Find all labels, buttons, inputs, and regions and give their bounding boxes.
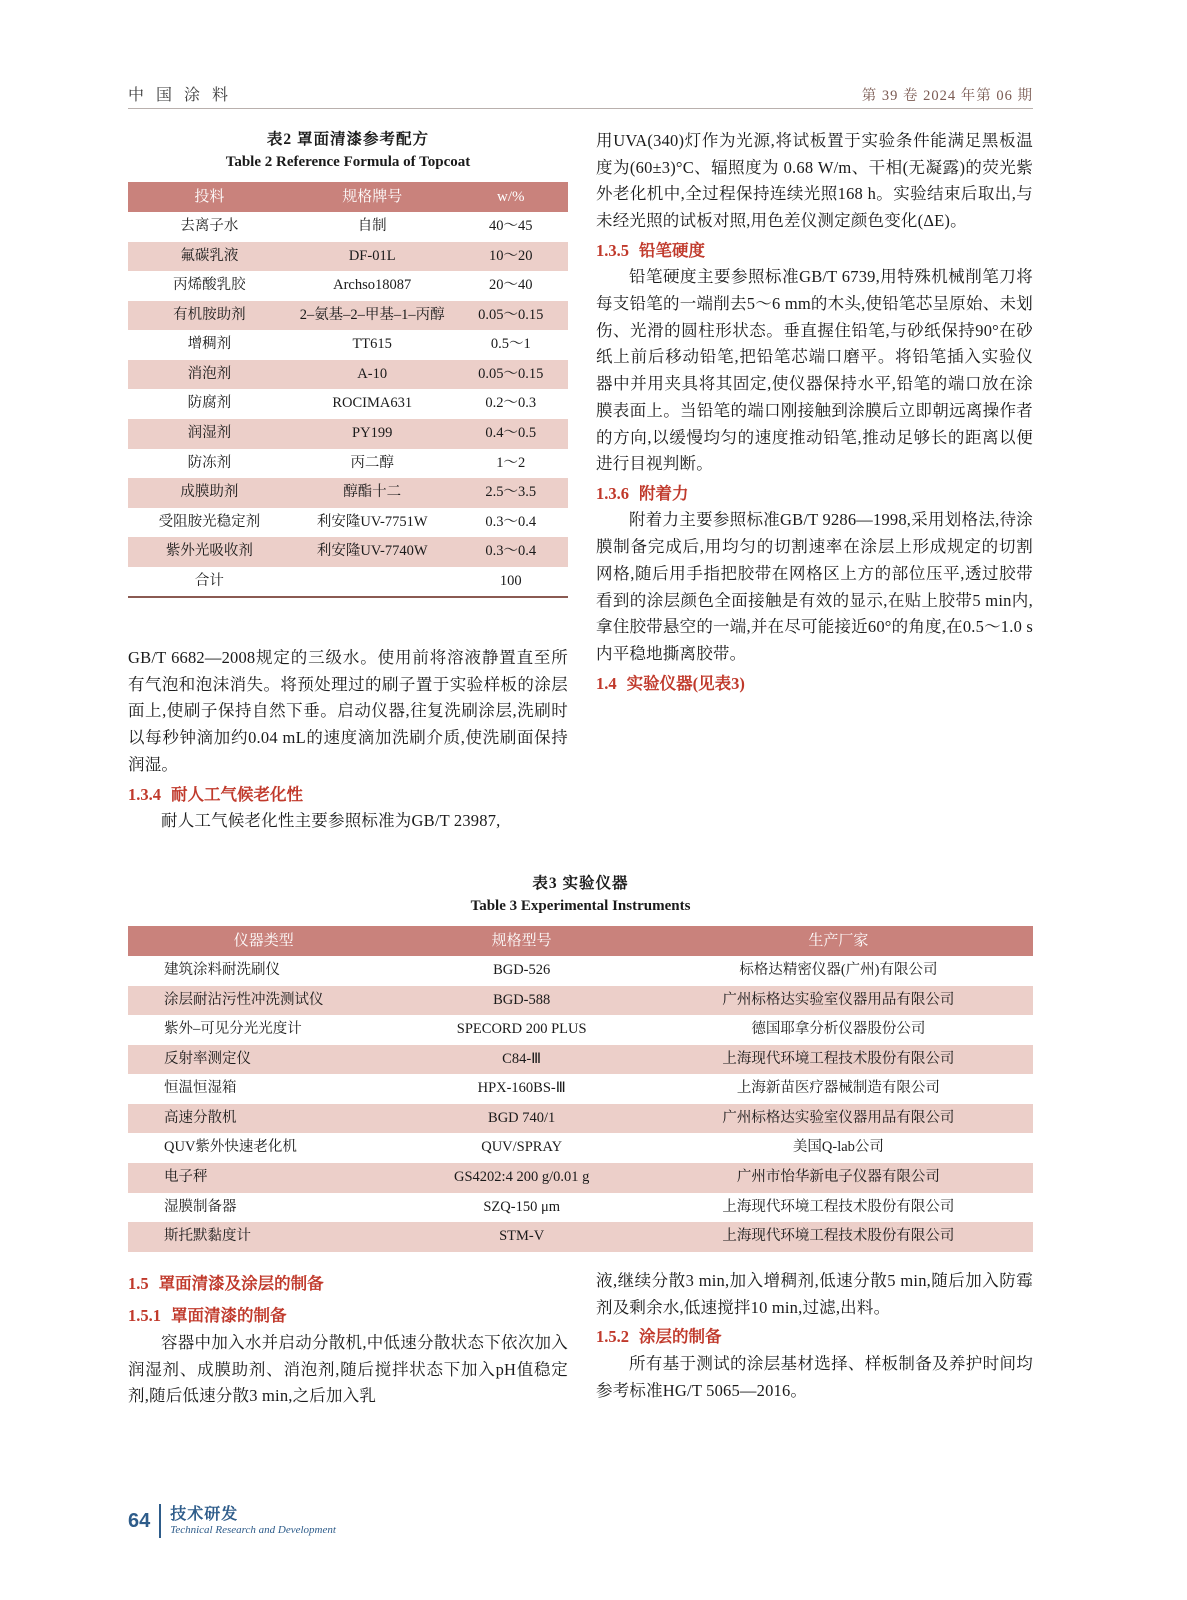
cell: 上海新苗医疗器械制造有限公司 <box>644 1074 1033 1104</box>
cell: 防腐剂 <box>128 389 291 419</box>
table-row <box>128 508 568 538</box>
section-number: 1.5.1 <box>128 1306 161 1326</box>
page-footer <box>128 1504 336 1538</box>
table2-col-2: w/% <box>454 182 568 212</box>
section-heading-1-4 <box>596 671 1033 697</box>
table-row <box>128 271 568 301</box>
cell: 醇酯十二 <box>291 478 454 508</box>
table3-col-2: 生产厂家 <box>644 926 1033 956</box>
footer-label-cn: 技术研发 <box>170 1505 239 1523</box>
cell: 湿膜制备器 <box>128 1193 400 1223</box>
paragraph: 液,继续分散3 min,加入增稠剂,低速分散5 min,随后加入防霉剂及剩余水,低速搅拌10 min,过滤,出料。 <box>596 1271 1033 1317</box>
section-title: 附着力 <box>639 484 689 504</box>
table-row <box>128 986 1033 1016</box>
table-row <box>128 1045 1033 1075</box>
table-row <box>128 360 568 390</box>
cell: 1～2 <box>454 449 568 479</box>
cell: DF-01L <box>291 242 454 272</box>
section-heading-1-3-4 <box>128 782 568 808</box>
cell: ROCIMA631 <box>291 389 454 419</box>
cell: 合计 <box>128 567 291 597</box>
cell: 恒温恒湿箱 <box>128 1074 400 1104</box>
table2-block <box>128 128 568 598</box>
table3 <box>128 926 1033 1252</box>
table-row <box>128 212 568 242</box>
table-row <box>128 1074 1033 1104</box>
table3-body <box>128 956 1033 1252</box>
table3-caption <box>128 872 1033 918</box>
cell: 防冻剂 <box>128 449 291 479</box>
table2 <box>128 182 568 597</box>
cell: 10～20 <box>454 242 568 272</box>
cell: 电子秤 <box>128 1163 400 1193</box>
section-number: 1.3.4 <box>128 784 161 804</box>
paragraph: 铅笔硬度主要参照标准GB/T 6739,用特殊机械削笔刀将每支铅笔的一端削去5～6 mm的木头,使铅笔芯呈原始、未划伤、光滑的圆柱形状态。垂直握住铅笔,与砂纸保持90°在砂纸上前后移动铅笔,把铅笔芯端口磨平。将铅笔插入实验仪器中并用夹具将其固定,使仪器保持水平,铅笔的端口放在涂膜表面上。当铅笔的端口刚接触到涂膜后立即朝远离操作者的方向,以缓慢均匀的速度推动铅笔,推动足够长的距离以便进行目视判断。 <box>596 267 1033 474</box>
table2-header-row <box>128 182 568 212</box>
cell: 利安隆UV-7740W <box>291 537 454 567</box>
cell: 0.2～0.3 <box>454 389 568 419</box>
cell: 标格达精密仪器(广州)有限公司 <box>644 956 1033 986</box>
table3-caption-cn: 表3 实验仪器 <box>532 875 629 892</box>
cell: QUV紫外快速老化机 <box>128 1133 400 1163</box>
cell: 德国耶拿分析仪器股份公司 <box>644 1015 1033 1045</box>
table2-body <box>128 212 568 596</box>
table-row <box>128 1193 1033 1223</box>
cell <box>291 567 454 597</box>
header-divider <box>128 108 1033 109</box>
table3-col-1: 规格型号 <box>400 926 644 956</box>
cell: 润湿剂 <box>128 419 291 449</box>
cell: 丙烯酸乳胶 <box>128 271 291 301</box>
table-row <box>128 1222 1033 1252</box>
cell: 自制 <box>291 212 454 242</box>
table-row <box>128 330 568 360</box>
cell: 0.3～0.4 <box>454 508 568 538</box>
cell: PY199 <box>291 419 454 449</box>
cell: 有机胺助剂 <box>128 301 291 331</box>
paragraph: GB/T 6682—2008规定的三级水。使用前将溶液静置直至所有气泡和泡沫消失。将预处理过的刷子置于实验样板的涂层面上,使刷子保持自然下垂。启动仪器,往复洗刷涂层,洗刷时以每秒钟滴加约0.04 mL的速度滴加洗刷介质,使洗刷面保持润湿。 <box>128 648 568 774</box>
paragraph: 容器中加入水并启动分散机,中低速分散状态下依次加入润湿剂、成膜助剂、消泡剂,随后搅拌状态下加入pH值稳定剂,随后低速分散3 min,之后加入乳 <box>128 1332 568 1406</box>
cell: 去离子水 <box>128 212 291 242</box>
table-row <box>128 419 568 449</box>
cell: HPX-160BS-Ⅲ <box>400 1074 644 1104</box>
table3-block <box>128 872 1033 1252</box>
bottom-left-column <box>128 1268 568 1410</box>
cell: 反射率测定仪 <box>128 1045 400 1075</box>
cell: 消泡剂 <box>128 360 291 390</box>
issue-info: 第 39 卷 2024 年第 06 期 <box>861 88 1033 104</box>
cell: 涂层耐沾污性冲洗测试仪 <box>128 986 400 1016</box>
table3-col-0: 仪器类型 <box>128 926 400 956</box>
cell: 斯托默黏度计 <box>128 1222 400 1252</box>
page-number: 64 <box>128 1509 151 1532</box>
section-number: 1.4 <box>596 673 617 693</box>
section-heading-1-5-1 <box>128 1303 568 1329</box>
cell: 利安隆UV-7751W <box>291 508 454 538</box>
cell: SZQ-150 μm <box>400 1193 644 1223</box>
cell: STM-V <box>400 1222 644 1252</box>
cell: 2.5～3.5 <box>454 478 568 508</box>
footer-label <box>170 1505 336 1537</box>
cell: 广州市怡华新电子仪器有限公司 <box>644 1163 1033 1193</box>
section-heading-1-3-5 <box>596 238 1033 264</box>
cell: 受阻胺光稳定剂 <box>128 508 291 538</box>
cell: 0.5～1 <box>454 330 568 360</box>
cell: 上海现代环境工程技术股份有限公司 <box>644 1045 1033 1075</box>
table3-header-row <box>128 926 1033 956</box>
cell: A-10 <box>291 360 454 390</box>
cell: 0.05～0.15 <box>454 301 568 331</box>
page-header <box>128 82 1033 105</box>
table-row <box>128 956 1033 986</box>
cell: 增稠剂 <box>128 330 291 360</box>
cell: BGD-588 <box>400 986 644 1016</box>
table-row <box>128 1015 1033 1045</box>
journal-name: 中 国 涂 料 <box>128 87 233 104</box>
paragraph: 用UVA(340)灯作为光源,将试板置于实验条件能满足黑板温度为(60±3)°C、辐照度为 0.68 W/m、干相(无凝露)的荧光紫外老化机中,全过程保持连续光照168 h。实验结束后取出,与未经光照的试板对照,用色差仪测定颜色变化(ΔE)。 <box>596 131 1033 231</box>
cell: 2–氨基–2–甲基–1–丙醇 <box>291 301 454 331</box>
cell: Archso18087 <box>291 271 454 301</box>
right-column-text <box>596 128 1033 697</box>
table2-col-0: 投料 <box>128 182 291 212</box>
section-heading-1-5 <box>128 1271 568 1297</box>
cell: BGD-526 <box>400 956 644 986</box>
table-row <box>128 301 568 331</box>
section-number: 1.5 <box>128 1274 149 1293</box>
section-number: 1.3.6 <box>596 484 629 504</box>
table2-col-1: 规格牌号 <box>291 182 454 212</box>
table-row <box>128 449 568 479</box>
table-row <box>128 1104 1033 1134</box>
left-column-text <box>128 645 568 835</box>
cell: 成膜助剂 <box>128 478 291 508</box>
cell: 40～45 <box>454 212 568 242</box>
cell: 上海现代环境工程技术股份有限公司 <box>644 1222 1033 1252</box>
footer-divider <box>159 1504 161 1538</box>
table2-caption-cn: 表2 罩面清漆参考配方 <box>266 131 430 148</box>
cell: 0.4～0.5 <box>454 419 568 449</box>
cell: 美国Q-lab公司 <box>644 1133 1033 1163</box>
cell: 建筑涂料耐洗刷仪 <box>128 956 400 986</box>
cell: 0.05～0.15 <box>454 360 568 390</box>
cell: C84-Ⅲ <box>400 1045 644 1075</box>
section-title: 涂层的制备 <box>639 1327 722 1347</box>
cell: BGD 740/1 <box>400 1104 644 1134</box>
table-row <box>128 242 568 272</box>
cell: 紫外光吸收剂 <box>128 537 291 567</box>
table-row <box>128 389 568 419</box>
section-heading-1-3-6 <box>596 481 1033 507</box>
table-row <box>128 1163 1033 1193</box>
section-title: 耐人工气候老化性 <box>171 784 303 804</box>
section-number: 1.3.5 <box>596 240 629 260</box>
cell: 紫外–可见分光光度计 <box>128 1015 400 1045</box>
table-row <box>128 1133 1033 1163</box>
cell: SPECORD 200 PLUS <box>400 1015 644 1045</box>
paragraph: 耐人工气候老化性主要参照标准为GB/T 23987, <box>161 810 501 830</box>
section-title: 罩面清漆及涂层的制备 <box>158 1274 324 1293</box>
table2-bottom-rule <box>128 596 568 598</box>
paragraph: 所有基于测试的涂层基材选择、样板制备及养护时间均参考标准HG/T 5065—2016。 <box>596 1353 1033 1400</box>
cell: 上海现代环境工程技术股份有限公司 <box>644 1193 1033 1223</box>
cell: TT615 <box>291 330 454 360</box>
table2-caption <box>128 128 568 174</box>
section-title: 实验仪器(见表3) <box>626 673 745 693</box>
section-number: 1.5.2 <box>596 1327 629 1347</box>
paragraph: 附着力主要参照标准GB/T 9286—1998,采用划格法,待涂膜制备完成后,用均匀的切割速率在涂层上形成规定的切割网格,随后用手指把胶带在网格区上方的部位压平,透过胶带看到的涂层颜色全面接触是有效的显示,在贴上胶带5 min内,拿住胶带悬空的一端,并在尽可能接近60°的角度,在0.5～1.0 s内平稳地撕离胶带。 <box>596 510 1033 663</box>
section-title: 罩面清漆的制备 <box>171 1306 287 1326</box>
table3-caption-en: Table 3 Experimental Instruments <box>470 898 691 915</box>
cell: 广州标格达实验室仪器用品有限公司 <box>644 1104 1033 1134</box>
cell: 100 <box>454 567 568 597</box>
table-row <box>128 478 568 508</box>
footer-label-en: Technical Research and Development <box>170 1524 336 1536</box>
section-title: 铅笔硬度 <box>639 240 705 260</box>
cell: 广州标格达实验室仪器用品有限公司 <box>644 986 1033 1016</box>
table2-caption-en: Table 2 Reference Formula of Topcoat <box>225 154 471 171</box>
cell: 高速分散机 <box>128 1104 400 1134</box>
bottom-right-column <box>596 1268 1033 1404</box>
table-row <box>128 537 568 567</box>
section-heading-1-5-2 <box>596 1324 1033 1350</box>
cell: 0.3～0.4 <box>454 537 568 567</box>
cell: 氟碳乳液 <box>128 242 291 272</box>
cell: GS4202:4 200 g/0.01 g <box>400 1163 644 1193</box>
cell: 20～40 <box>454 271 568 301</box>
cell: 丙二醇 <box>291 449 454 479</box>
cell: QUV/SPRAY <box>400 1133 644 1163</box>
table-row <box>128 567 568 597</box>
